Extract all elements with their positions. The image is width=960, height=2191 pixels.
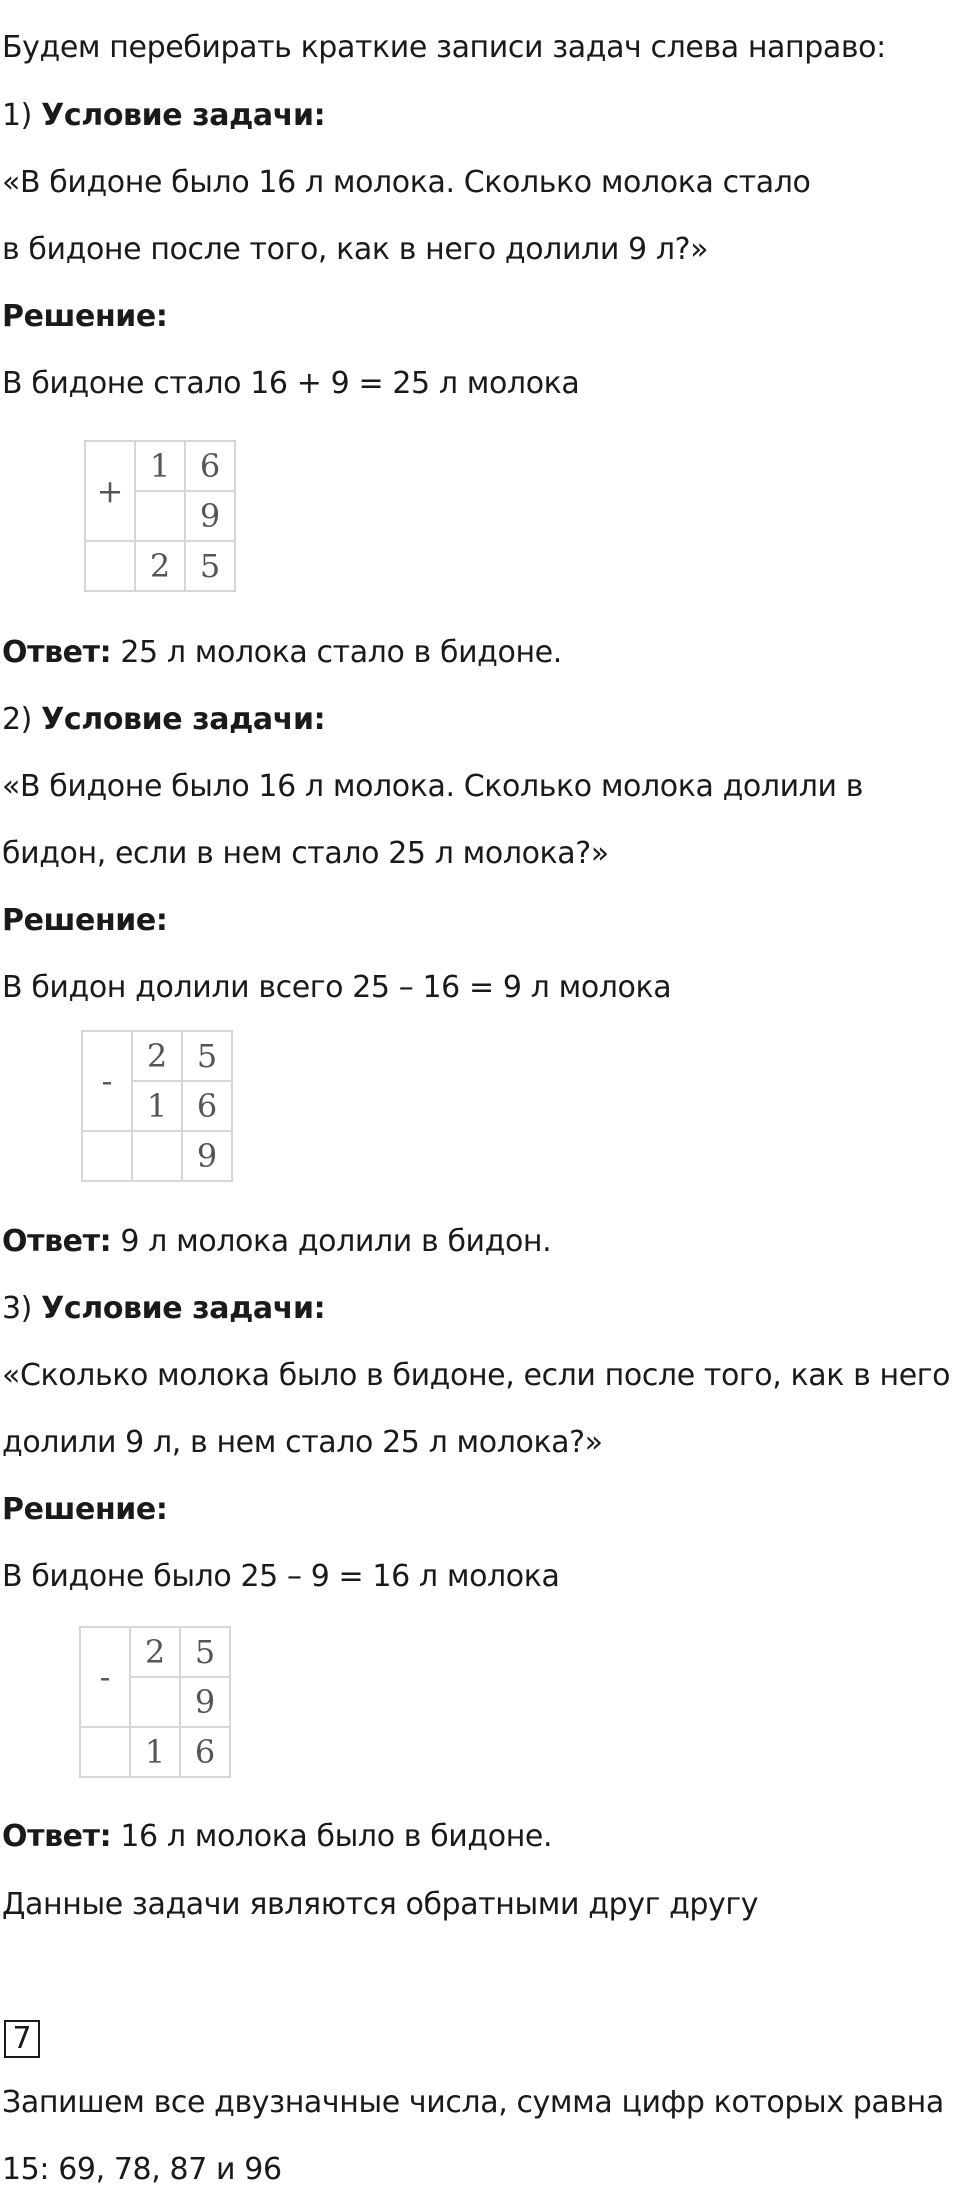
- result-digit-cell: 5: [185, 541, 235, 591]
- result-digit-cell: 2: [135, 541, 185, 591]
- problem-3-condition-line-1: «Сколько молока было в бидоне, если после того, как в него: [2, 1358, 951, 1393]
- problem-1-solution-text: В бидоне стало 16 + 9 = 25 л молока: [2, 366, 580, 401]
- problem-number: 3): [2, 1291, 32, 1326]
- problem-1-heading: [2, 96, 325, 136]
- empty-cell: [80, 1727, 130, 1777]
- intro-text: Будем перебирать краткие записи задач слева направо:: [2, 30, 886, 65]
- digit-cell: 9: [185, 491, 235, 541]
- operator-sign: -: [82, 1031, 132, 1131]
- problem-3-heading: [2, 1289, 325, 1329]
- problem-2-heading: [2, 700, 325, 740]
- problem-2-condition-line-2: бидон, если в нем стало 25 л молока?»: [2, 836, 609, 871]
- result-digit-cell: 1: [130, 1727, 180, 1777]
- empty-cell: [85, 541, 135, 591]
- operator-sign: +: [85, 441, 135, 541]
- answer-label: Ответ:: [2, 1224, 112, 1259]
- problem-3-column-subtraction: [79, 1626, 231, 1778]
- problem-2-solution-label: [2, 901, 167, 941]
- answer-label: Ответ:: [2, 635, 112, 670]
- answer-label: Ответ:: [2, 1819, 112, 1854]
- problem-1-condition-line-2: в бидоне после того, как в него долили 9 л?»: [2, 232, 709, 267]
- problem-2-condition-line-1: «В бидоне было 16 л молока. Сколько молока долили в: [2, 769, 864, 804]
- problem-1-solution-label: [2, 297, 167, 337]
- digit-cell: 2: [130, 1627, 180, 1677]
- problem-1-condition-line-1: «В бидоне было 16 л молока. Сколько молока стало: [2, 165, 811, 200]
- digit-cell: [130, 1677, 180, 1727]
- condition-label: Условие задачи:: [41, 98, 326, 133]
- digit-cell: 6: [185, 441, 235, 491]
- digit-cell: 5: [180, 1627, 230, 1677]
- operator-sign: -: [80, 1627, 130, 1727]
- solution-label: Решение:: [2, 903, 168, 938]
- problem-3-solution-label: [2, 1490, 167, 1530]
- task-number-box: 7: [4, 2020, 40, 2058]
- problem-2-answer: [2, 1222, 551, 1262]
- problem-3-answer: [2, 1817, 552, 1857]
- result-digit-cell: [132, 1131, 182, 1181]
- digit-cell: [135, 491, 185, 541]
- digit-cell: 6: [182, 1081, 232, 1131]
- digit-cell: 5: [182, 1031, 232, 1081]
- problem-1-answer: [2, 633, 562, 673]
- condition-label: Условие задачи:: [41, 702, 326, 737]
- task-7-line-2: 15: 69, 78, 87 и 96: [2, 2152, 282, 2187]
- answer-text: 16 л молока было в бидоне.: [111, 1819, 553, 1854]
- task-7-line-1: Запишем все двузначные числа, сумма цифр которых равна: [2, 2085, 944, 2120]
- result-digit-cell: 6: [180, 1727, 230, 1777]
- problem-2-solution-text: В бидон долили всего 25 – 16 = 9 л молока: [2, 970, 672, 1005]
- digit-cell: 2: [132, 1031, 182, 1081]
- empty-cell: [82, 1131, 132, 1181]
- answer-text: 9 л молока долили в бидон.: [111, 1224, 552, 1259]
- problem-1-column-addition: [84, 440, 236, 592]
- problem-2-column-subtraction: [81, 1030, 233, 1182]
- solution-label: Решение:: [2, 1492, 168, 1527]
- condition-label: Условие задачи:: [41, 1291, 326, 1326]
- problem-3-condition-line-2: долили 9 л, в нем стало 25 л молока?»: [2, 1425, 603, 1460]
- problem-3-solution-text: В бидоне было 25 – 9 = 16 л молока: [2, 1559, 560, 1594]
- digit-cell: 9: [180, 1677, 230, 1727]
- problem-number: 1): [2, 98, 32, 133]
- answer-text: 25 л молока стало в бидоне.: [111, 635, 562, 670]
- digit-cell: 1: [132, 1081, 182, 1131]
- solution-label: Решение:: [2, 299, 168, 334]
- digit-cell: 1: [135, 441, 185, 491]
- conclusion-text: Данные задачи являются обратными друг другу: [2, 1887, 759, 1922]
- problem-number: 2): [2, 702, 32, 737]
- result-digit-cell: 9: [182, 1131, 232, 1181]
